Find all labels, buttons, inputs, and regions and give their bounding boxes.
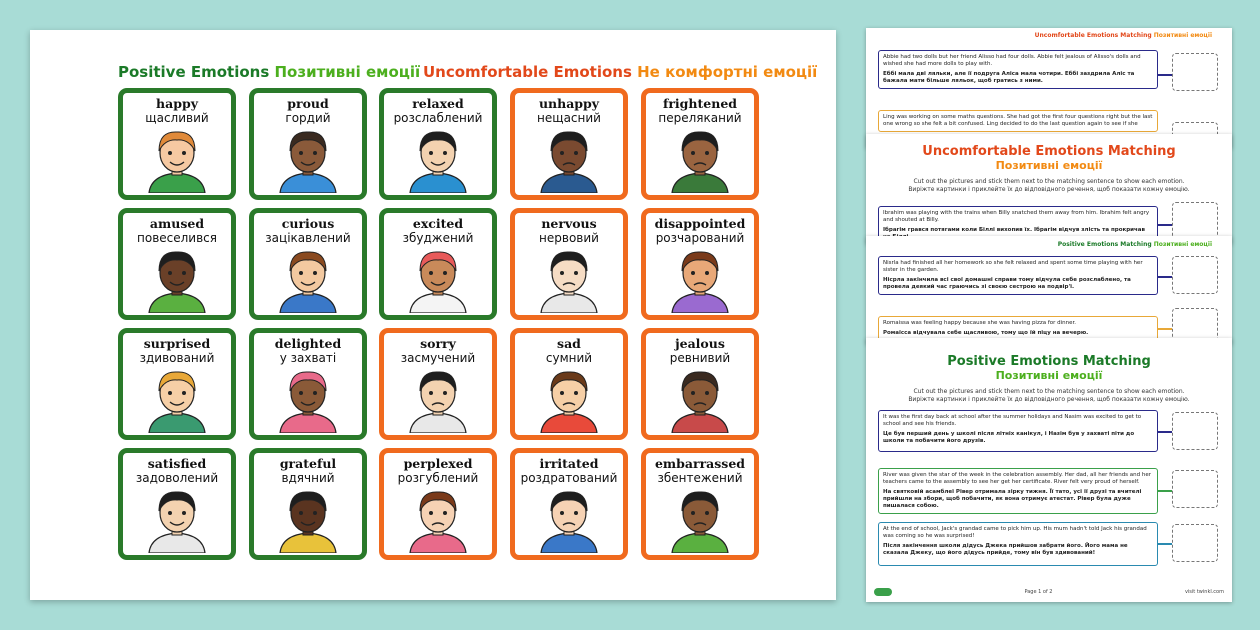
emotion-card-disappointed	[641, 208, 759, 320]
emotion-label-uk: у захваті	[279, 351, 337, 365]
emotion-label-en: nervous	[541, 216, 597, 231]
child-illustration	[137, 367, 217, 433]
child-illustration	[660, 367, 740, 433]
emotion-label-uk: гордий	[285, 111, 331, 125]
emotion-label-en: sad	[557, 336, 581, 351]
emotion-label-uk: роздратований	[520, 471, 618, 485]
picture-slot[interactable]	[1172, 412, 1218, 450]
emotion-label-en: satisfied	[147, 456, 207, 471]
emotion-label-en: sorry	[420, 336, 456, 351]
emotion-label-en: unhappy	[538, 96, 600, 111]
sentence-row: At the end of school, Jack's grandad came to pick him up. His mum hadn't told Jack his grandad was coming so he was surprised! Після закінчення школи дідусь Джека прийшов забрати його. Його мама не сказала Джеку, що його дідусь прийде, тому він був здивований!	[878, 522, 1158, 566]
child-illustration	[529, 367, 609, 433]
emotion-label-uk: сумний	[545, 351, 593, 365]
twinkl-logo-icon	[874, 588, 892, 596]
emotion-card-jealous	[641, 328, 759, 440]
emotion-label-en: surprised	[143, 336, 211, 351]
sentence-row: River was given the star of the week in the celebration assembly. Her dad, all her friends and her teachers came to the assembly to see her get her certificate. River felt very proud of herself. На святковій асамблеї Рівер отримала зірку тижня. Її тато, усі її друзі та вчителі прийшли на збори, щоб побачити, як вона отримує атестат. Рівер була дуже пишалася собою.	[878, 468, 1158, 514]
sentence-row: Ibrahim was playing with the trains when Billy snatched them away from him. Ibrahim felt angry and shouted at Billy. Ібрагім грався потягами коли Біллі вихопив їх. Ібрагім відчув злість та прокричав	[878, 206, 1158, 244]
emotion-card-delighted	[249, 328, 367, 440]
child-illustration	[529, 487, 609, 553]
emotion-label-uk: повеселився	[137, 231, 217, 245]
emotion-card-nervous	[510, 208, 628, 320]
emotion-card-perplexed	[379, 448, 497, 560]
emotion-label-en: delighted	[274, 336, 342, 351]
worksheet-title: Uncomfortable Emotions Matching	[922, 144, 1176, 159]
sentence-row: It was the first day back at school after the summer holidays and Nasim was excited to get to school and see his friends. Це був перший день у школі після літніх канікул, і Назім був у захваті піти до школи та побачити його друзів.	[878, 410, 1158, 452]
worksheet-back	[866, 28, 1232, 148]
emotion-label-uk: нещасний	[537, 111, 601, 125]
emotion-card-excited	[379, 208, 497, 320]
worksheet-title: Positive Emotions Matching	[947, 354, 1151, 369]
worksheet-instructions: Cut out the pictures and stick them next to the matching sentence to show each emotion. Виріжте картинки і приклейте їх до відповідного речення, щоб показати кожну емоцію.	[908, 388, 1190, 403]
child-illustration	[398, 127, 478, 193]
picture-slot[interactable]	[1172, 202, 1218, 240]
emotion-label-uk: вдячний	[281, 471, 335, 485]
emotion-card-relaxed	[379, 88, 497, 200]
sentence-row: Ling was working on some maths questions. She had got the first four questions right but the last one wrong so she felt a bit confused. Ling decided to do the last question again to see if she	[878, 110, 1158, 132]
emotion-label-en: amused	[149, 216, 205, 231]
emotion-label-uk: розгублений	[397, 471, 479, 485]
picture-slot[interactable]	[1172, 524, 1218, 562]
child-illustration	[398, 247, 478, 313]
picture-slot[interactable]	[1172, 53, 1218, 91]
emotion-card-unhappy	[510, 88, 628, 200]
child-illustration	[660, 127, 740, 193]
uncomfortable-emotions-heading: Uncomfortable Emotions Не комфортні емоції	[423, 63, 818, 81]
worksheet-back-tag: Uncomfortable Emotions Matching Позитивні емоції	[1034, 32, 1212, 39]
worksheet-tag: Positive Emotions Matching Позитивні емоції	[1057, 241, 1212, 248]
child-illustration	[268, 367, 348, 433]
emotion-label-uk: засмучений	[400, 351, 476, 365]
emotion-label-en: excited	[412, 216, 464, 231]
child-illustration	[137, 247, 217, 313]
worksheet-footer: Page 1 of 2 visit twinkl.com	[874, 588, 1224, 596]
emotion-label-en: embarrassed	[654, 456, 746, 471]
emotions-poster	[30, 30, 836, 600]
worksheet-instructions: Cut out the pictures and stick them next to the matching sentence to show each emotion. Виріжте картинки і приклейте їх до відповідного речення, щоб показати кожну емоцію.	[908, 178, 1190, 193]
emotion-label-uk: ревнивий	[669, 351, 731, 365]
emotion-label-uk: збентежений	[657, 471, 743, 485]
child-illustration	[660, 487, 740, 553]
emotion-label-en: happy	[156, 96, 198, 111]
sentence-row: Romaissa was feeling happy because she was having pizza for dinner. Ромаїсса відчувала себе щасливою, тому що їй піцу на вечерю.	[878, 316, 1158, 341]
emotion-label-uk: щасливий	[145, 111, 209, 125]
sentence-row: Nisrla had finished all her homework so she felt relaxed and spent some time playing with her sister in the garden. Нісрла закінчила всі свої домашні справи тому відчула себе розслаблено, та провела деякий час граючись зі своєю сестрою на подвір'ї.	[878, 256, 1158, 295]
worksheet-positive	[866, 338, 1232, 602]
emotion-label-uk: розчарований	[655, 231, 745, 245]
emotion-card-grateful	[249, 448, 367, 560]
emotion-card-embarrassed	[641, 448, 759, 560]
child-illustration	[268, 487, 348, 553]
emotion-card-curious	[249, 208, 367, 320]
child-illustration	[660, 247, 740, 313]
worksheet-subtitle: Позитивні емоції	[995, 159, 1103, 172]
picture-slot[interactable]	[1172, 256, 1218, 294]
emotion-card-satisfied	[118, 448, 236, 560]
emotion-label-uk: розслаблений	[393, 111, 483, 125]
emotion-card-frightened	[641, 88, 759, 200]
emotion-label-uk: нервовий	[539, 231, 599, 245]
worksheet-subtitle: Позитивні емоції	[995, 369, 1103, 382]
emotion-card-happy	[118, 88, 236, 200]
emotion-label-en: curious	[281, 216, 335, 231]
picture-slot[interactable]	[1172, 470, 1218, 508]
emotion-card-proud	[249, 88, 367, 200]
emotion-label-uk: зацікавлений	[265, 231, 351, 245]
worksheet-uncomfortable	[866, 134, 1232, 244]
emotion-card-surprised	[118, 328, 236, 440]
emotion-card-sorry	[379, 328, 497, 440]
emotion-label-uk: здивований	[139, 351, 215, 365]
emotion-label-en: relaxed	[412, 96, 464, 111]
child-illustration	[137, 487, 217, 553]
child-illustration	[398, 367, 478, 433]
child-illustration	[529, 127, 609, 193]
emotion-label-en: jealous	[675, 336, 725, 351]
emotion-label-en: proud	[287, 96, 329, 111]
emotion-card-amused	[118, 208, 236, 320]
emotion-label-uk: переляканий	[658, 111, 742, 125]
emotion-label-uk: збуджений	[402, 231, 474, 245]
emotion-card-irritated	[510, 448, 628, 560]
sentence-row: Abbie had two dolls but her friend Alisso had four dolls. Abbie felt jealous of Alisso's dolls and wished she had more dolls to play with. Еббі мала дві ляльки, але її подруга Аліса мала чотири. Еббі заздрила Аліс та бажала мати більше ляльок, щоб гратись з ними.	[878, 50, 1158, 89]
child-illustration	[268, 247, 348, 313]
positive-emotions-heading: Positive Emotions Позитивні емоції	[118, 63, 421, 81]
child-illustration	[137, 127, 217, 193]
emotion-label-en: disappointed	[654, 216, 746, 231]
emotion-label-en: perplexed	[403, 456, 473, 471]
worksheet-positive-page2	[866, 236, 1232, 344]
emotion-label-en: irritated	[539, 456, 599, 471]
child-illustration	[529, 247, 609, 313]
emotion-label-uk: задоволений	[135, 471, 219, 485]
emotion-label-en: frightened	[662, 96, 738, 111]
emotion-card-sad	[510, 328, 628, 440]
child-illustration	[268, 127, 348, 193]
child-illustration	[398, 487, 478, 553]
emotion-label-en: grateful	[279, 456, 337, 471]
